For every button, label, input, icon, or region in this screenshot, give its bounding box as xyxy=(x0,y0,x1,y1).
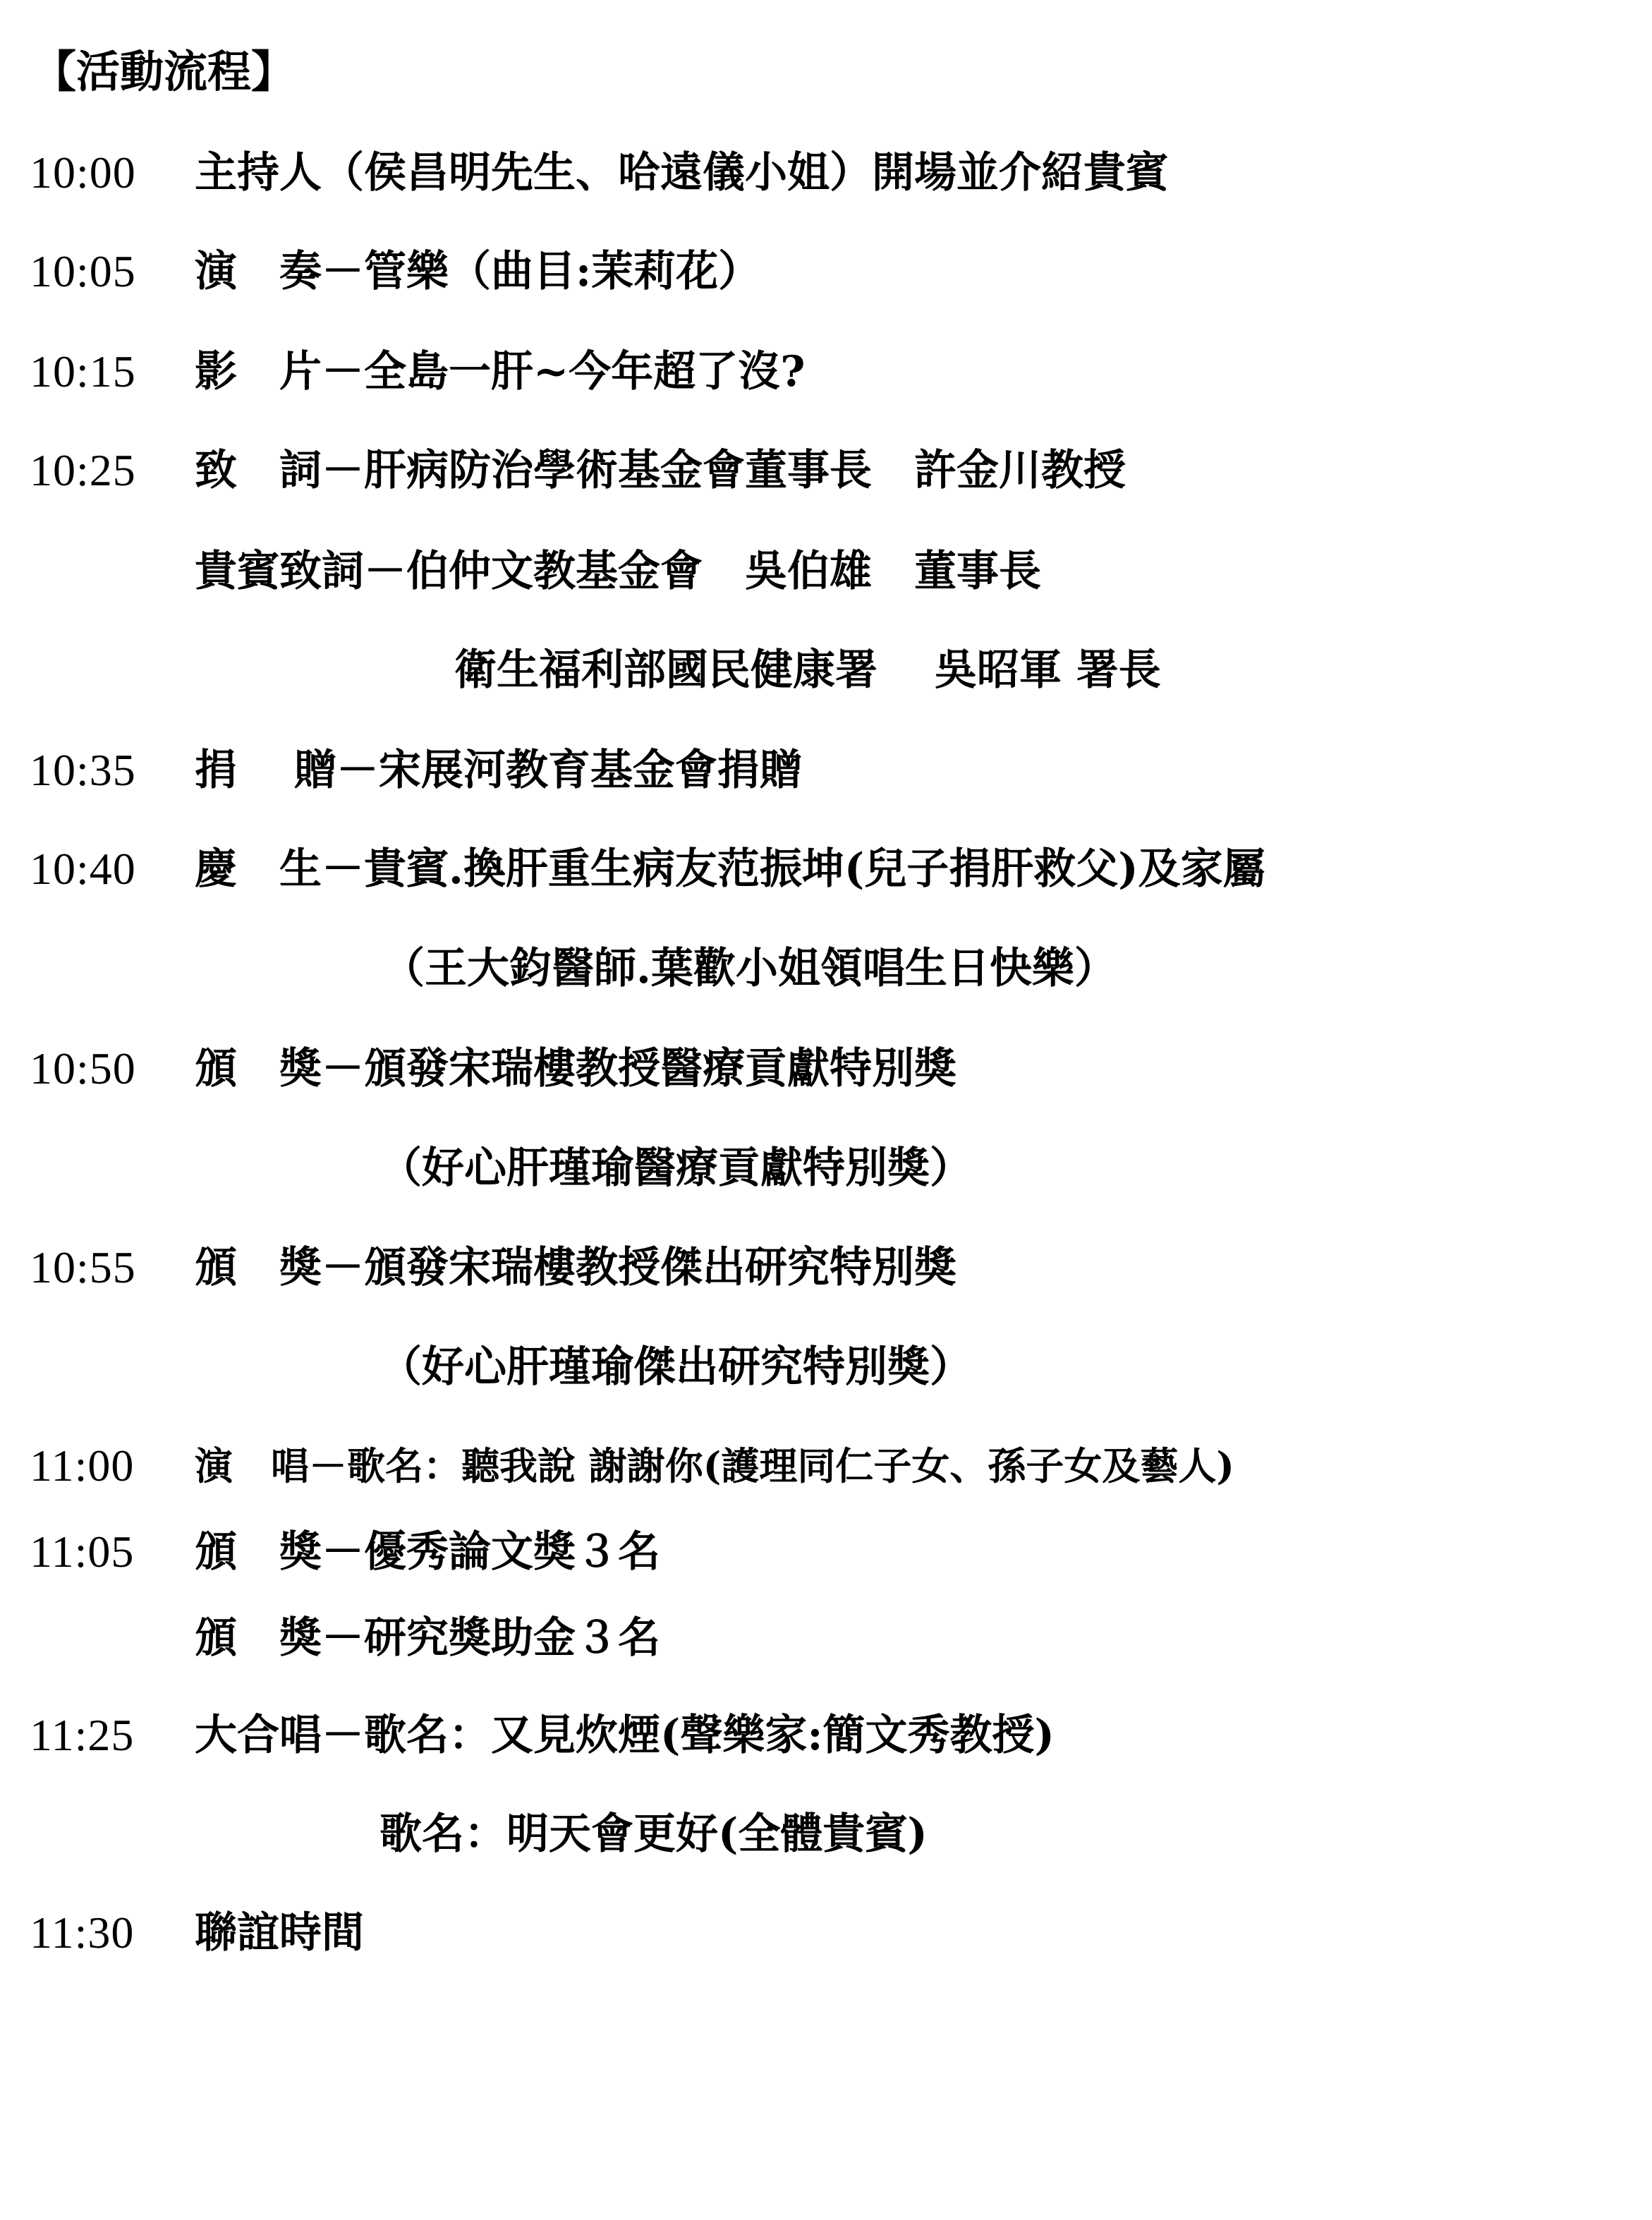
page-title: 【活動流程】 xyxy=(32,46,296,97)
schedule-time: 10:15 xyxy=(30,346,136,396)
schedule-text: 貴賓致詞－伯仲文教基金會 吳伯雄 董事長 xyxy=(195,547,1041,596)
schedule-time: 10:55 xyxy=(30,1242,136,1292)
schedule-text: 影 片－全島一肝~今年超了沒? xyxy=(195,347,806,396)
schedule-time: 10:40 xyxy=(30,844,136,894)
schedule-time: 11:30 xyxy=(30,1907,135,1958)
schedule-time: 11:00 xyxy=(30,1440,135,1491)
schedule-text: 頒 獎－頒發宋瑞樓教授醫療貢獻特別獎 xyxy=(195,1044,956,1093)
schedule-text: 頒 獎－研究獎助金３名 xyxy=(195,1613,660,1663)
schedule-text: （王大鈞醫師.葉歡小姐領唱生日快樂） xyxy=(382,944,1117,993)
schedule-text: 歌名：明天會更好(全體貴賓) xyxy=(379,1809,928,1859)
schedule-time: 11:05 xyxy=(30,1527,135,1577)
schedule-text: 大合唱－歌名：又見炊煙(聲樂家:簡文秀教授) xyxy=(195,1711,1055,1760)
schedule-text: 頒 獎－頒發宋瑞樓教授傑出研究特別獎 xyxy=(195,1243,956,1292)
schedule-time: 11:25 xyxy=(30,1710,135,1760)
schedule-text: 演 唱－歌名：聽我說 謝謝你(護理同仁子女、孫子女及藝人) xyxy=(195,1443,1234,1488)
schedule-text: （好心肝瑾瑜傑出研究特別獎） xyxy=(379,1342,972,1392)
schedule-time: 10:50 xyxy=(30,1043,136,1093)
schedule-text: 捐 贈－宋展河教育基金會捐贈 xyxy=(195,746,802,795)
schedule-text: 衛生福利部國民健康署 吳昭軍 署長 xyxy=(454,645,1161,695)
schedule-text: 慶 生－貴賓.換肝重生病友范振坤(兒子捐肝救父)及家屬 xyxy=(195,844,1265,894)
schedule-text: 致 詞－肝病防治學術基金會董事長 許金川教授 xyxy=(195,446,1126,495)
schedule-text: 聯誼時間 xyxy=(195,1908,364,1958)
schedule-text: 演 奏－管樂（曲目:茉莉花） xyxy=(195,247,761,296)
schedule-text: 主持人（侯昌明先生、哈遠儀小姐）開場並介紹貴賓 xyxy=(195,148,1168,198)
schedule-text: 頒 獎－優秀論文獎３名 xyxy=(195,1527,660,1577)
schedule-time: 10:35 xyxy=(30,745,136,795)
schedule-time: 10:05 xyxy=(30,246,136,296)
schedule-time: 10:25 xyxy=(30,445,136,495)
schedule-time: 10:00 xyxy=(30,147,136,198)
schedule-text: （好心肝瑾瑜醫療貢獻特別獎） xyxy=(379,1144,972,1193)
